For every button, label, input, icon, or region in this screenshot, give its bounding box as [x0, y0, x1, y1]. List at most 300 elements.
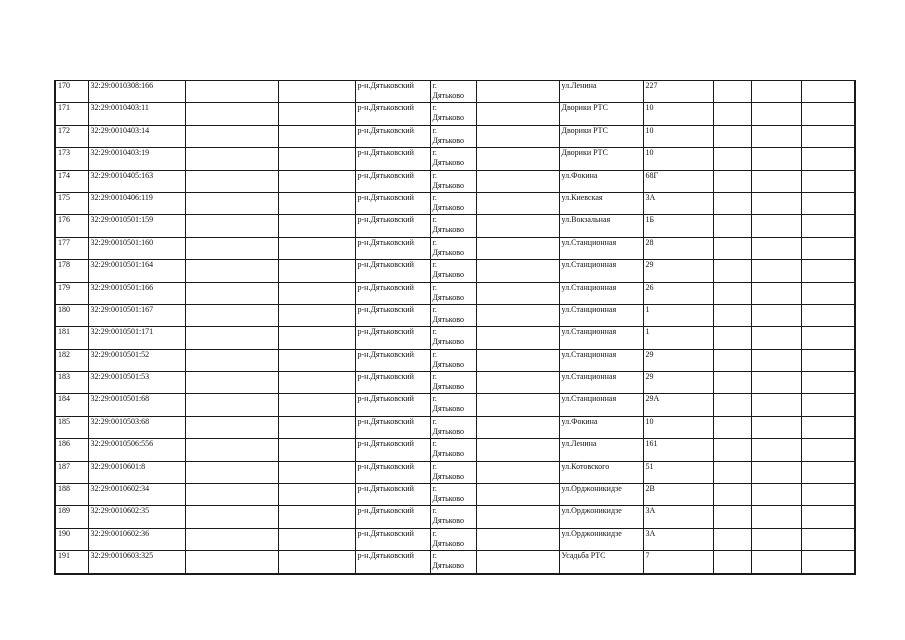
- empty-cell: [185, 416, 278, 438]
- cadastral-number-cell: [88, 349, 185, 371]
- empty-cell: [185, 528, 278, 550]
- house-number-cell: [643, 103, 713, 125]
- empty-cell: [751, 372, 801, 394]
- empty-cell: [751, 416, 801, 438]
- district-cell: [355, 349, 430, 371]
- city-cell: [430, 327, 476, 349]
- cadastral-number-cell: [88, 461, 185, 483]
- row-number-cell: [55, 372, 88, 394]
- street-name: ул.Орджоникидзе: [561, 484, 622, 494]
- street-name: Дворики РТС: [561, 125, 608, 135]
- row-number: 174: [58, 170, 70, 180]
- empty-cell: [801, 484, 855, 506]
- house-number: 10: [645, 148, 654, 158]
- house-number-cell: [643, 416, 713, 438]
- empty-cell: [476, 237, 559, 259]
- district-cell: [355, 528, 430, 550]
- empty-cell: [751, 439, 801, 461]
- cadastral-number-cell: [88, 528, 185, 550]
- document-page: [54, 80, 854, 575]
- empty-cell: [713, 506, 751, 528]
- empty-cell: [476, 282, 559, 304]
- street-name: ул.Вокзальная: [561, 215, 611, 225]
- district-cell: [355, 327, 430, 349]
- city-name: Дятьково: [432, 494, 464, 504]
- row-number: 189: [58, 506, 70, 516]
- district-name: р-н.Дятьковский: [357, 125, 414, 135]
- empty-cell: [751, 394, 801, 416]
- house-number: 28: [645, 237, 654, 247]
- empty-cell: [476, 372, 559, 394]
- table-row: [55, 506, 855, 528]
- city-name: Дятьково: [432, 292, 464, 302]
- cadastral-number: 32:29:0010506:556: [90, 439, 154, 449]
- empty-cell: [751, 551, 801, 574]
- street-name: ул.Станционная: [561, 349, 617, 359]
- table-row: [55, 148, 855, 170]
- cadastral-number-cell: [88, 327, 185, 349]
- empty-cell: [185, 148, 278, 170]
- house-number: 68Г: [645, 170, 659, 180]
- district-name: р-н.Дятьковский: [357, 506, 414, 516]
- row-number-cell: [55, 506, 88, 528]
- cadastral-number-cell: [88, 506, 185, 528]
- city-prefix: г.: [432, 394, 437, 404]
- city-cell: [430, 260, 476, 282]
- city-cell: [430, 192, 476, 214]
- empty-cell: [476, 528, 559, 550]
- table-row: [55, 349, 855, 371]
- cadastral-number-cell: [88, 416, 185, 438]
- row-number: 172: [58, 125, 70, 135]
- district-name: р-н.Дятьковский: [357, 192, 414, 202]
- empty-cell: [751, 81, 801, 103]
- empty-cell: [713, 103, 751, 125]
- empty-cell: [751, 349, 801, 371]
- table-row: [55, 237, 855, 259]
- empty-cell: [278, 484, 355, 506]
- empty-cell: [476, 416, 559, 438]
- empty-cell: [185, 237, 278, 259]
- empty-cell: [185, 260, 278, 282]
- street-name: ул.Фокина: [561, 416, 598, 426]
- house-number-cell: [643, 148, 713, 170]
- row-number: 181: [58, 327, 70, 337]
- row-number: 170: [58, 81, 70, 90]
- city-prefix: г.: [432, 372, 437, 382]
- city-prefix: г.: [432, 327, 437, 337]
- street-cell: [559, 372, 643, 394]
- city-cell: [430, 506, 476, 528]
- city-name: Дятьково: [432, 426, 464, 436]
- empty-cell: [185, 125, 278, 147]
- table-row: [55, 304, 855, 326]
- house-number: 10: [645, 416, 654, 426]
- empty-cell: [713, 394, 751, 416]
- city-name: Дятьково: [432, 113, 464, 123]
- street-name: ул.Станционная: [561, 260, 617, 270]
- city-name: Дятьково: [432, 382, 464, 392]
- empty-cell: [476, 551, 559, 574]
- cadastral-number: 32:29:0010602:35: [90, 506, 150, 516]
- cadastral-number: 32:29:0010501:160: [90, 237, 154, 247]
- city-cell: [430, 215, 476, 237]
- table-row: [55, 103, 855, 125]
- house-number-cell: [643, 327, 713, 349]
- empty-cell: [801, 528, 855, 550]
- street-name: ул.Ленина: [561, 439, 597, 449]
- empty-cell: [185, 170, 278, 192]
- district-cell: [355, 484, 430, 506]
- district-cell: [355, 372, 430, 394]
- empty-cell: [713, 148, 751, 170]
- district-cell: [355, 215, 430, 237]
- street-cell: [559, 260, 643, 282]
- city-prefix: г.: [432, 349, 437, 359]
- district-name: р-н.Дятьковский: [357, 349, 414, 359]
- empty-cell: [278, 349, 355, 371]
- street-cell: [559, 192, 643, 214]
- street-name: ул.Орджоникидзе: [561, 506, 622, 516]
- city-cell: [430, 125, 476, 147]
- empty-cell: [751, 260, 801, 282]
- empty-cell: [278, 192, 355, 214]
- table-row: [55, 170, 855, 192]
- empty-cell: [476, 170, 559, 192]
- empty-cell: [185, 192, 278, 214]
- empty-cell: [801, 170, 855, 192]
- empty-cell: [801, 81, 855, 103]
- district-cell: [355, 192, 430, 214]
- house-number: 1Б: [645, 215, 655, 225]
- empty-cell: [751, 484, 801, 506]
- row-number: 171: [58, 103, 70, 113]
- cadastral-number-cell: [88, 125, 185, 147]
- house-number-cell: [643, 528, 713, 550]
- city-prefix: г.: [432, 551, 437, 561]
- house-number-cell: [643, 461, 713, 483]
- cadastral-number-cell: [88, 260, 185, 282]
- empty-cell: [713, 215, 751, 237]
- empty-cell: [801, 215, 855, 237]
- table-row: [55, 192, 855, 214]
- house-number: 161: [645, 439, 658, 449]
- empty-cell: [713, 282, 751, 304]
- empty-cell: [278, 215, 355, 237]
- empty-cell: [713, 349, 751, 371]
- empty-cell: [476, 506, 559, 528]
- house-number-cell: [643, 372, 713, 394]
- house-number-cell: [643, 484, 713, 506]
- district-cell: [355, 148, 430, 170]
- empty-cell: [185, 551, 278, 574]
- cadastral-number: 32:29:0010405:163: [90, 170, 154, 180]
- street-cell: [559, 125, 643, 147]
- empty-cell: [713, 304, 751, 326]
- row-number-cell: [55, 439, 88, 461]
- table-row: [55, 528, 855, 550]
- city-prefix: г.: [432, 237, 437, 247]
- empty-cell: [476, 394, 559, 416]
- row-number-cell: [55, 551, 88, 574]
- district-name: р-н.Дятьковский: [357, 461, 414, 471]
- city-name: Дятьково: [432, 225, 464, 235]
- empty-cell: [801, 416, 855, 438]
- city-prefix: г.: [432, 439, 437, 449]
- cadastral-number-cell: [88, 215, 185, 237]
- district-name: р-н.Дятьковский: [357, 394, 414, 404]
- empty-cell: [476, 215, 559, 237]
- row-number-cell: [55, 304, 88, 326]
- table-row: [55, 439, 855, 461]
- cadastral-number: 32:29:0010501:53: [90, 372, 150, 382]
- street-cell: [559, 528, 643, 550]
- city-name: Дятьково: [432, 270, 464, 280]
- empty-cell: [476, 81, 559, 103]
- empty-cell: [278, 170, 355, 192]
- empty-cell: [278, 304, 355, 326]
- cadastral-number: 32:29:0010403:14: [90, 125, 150, 135]
- district-cell: [355, 237, 430, 259]
- cadastral-number-cell: [88, 170, 185, 192]
- row-number-cell: [55, 81, 88, 103]
- table-row: [55, 327, 855, 349]
- district-name: р-н.Дятьковский: [357, 237, 414, 247]
- street-name: ул.Станционная: [561, 282, 617, 292]
- city-prefix: г.: [432, 484, 437, 494]
- empty-cell: [801, 349, 855, 371]
- district-cell: [355, 394, 430, 416]
- city-name: Дятьково: [432, 449, 464, 459]
- empty-cell: [185, 394, 278, 416]
- city-prefix: г.: [432, 103, 437, 113]
- street-name: ул.Киевская: [561, 192, 603, 202]
- district-cell: [355, 282, 430, 304]
- city-name: Дятьково: [432, 158, 464, 168]
- street-cell: [559, 506, 643, 528]
- empty-cell: [278, 372, 355, 394]
- table-row: [55, 125, 855, 147]
- city-name: Дятьково: [432, 538, 464, 548]
- empty-cell: [278, 439, 355, 461]
- city-prefix: г.: [432, 506, 437, 516]
- cadastral-number: 32:29:0010602:36: [90, 528, 150, 538]
- empty-cell: [713, 461, 751, 483]
- house-number-cell: [643, 394, 713, 416]
- empty-cell: [185, 439, 278, 461]
- empty-cell: [185, 282, 278, 304]
- empty-cell: [185, 349, 278, 371]
- empty-cell: [751, 170, 801, 192]
- empty-cell: [801, 394, 855, 416]
- city-cell: [430, 282, 476, 304]
- empty-cell: [801, 304, 855, 326]
- empty-cell: [278, 327, 355, 349]
- empty-cell: [278, 551, 355, 574]
- empty-cell: [713, 237, 751, 259]
- empty-cell: [801, 148, 855, 170]
- empty-cell: [801, 103, 855, 125]
- empty-cell: [476, 327, 559, 349]
- street-name: ул.Станционная: [561, 304, 617, 314]
- house-number-cell: [643, 237, 713, 259]
- table-row: [55, 372, 855, 394]
- cadastral-number-cell: [88, 81, 185, 103]
- empty-cell: [713, 484, 751, 506]
- cadastral-number: 32:29:0010501:68: [90, 394, 150, 404]
- empty-cell: [751, 148, 801, 170]
- city-name: Дятьково: [432, 202, 464, 212]
- street-name: Усадьба РТС: [561, 551, 606, 561]
- row-number-cell: [55, 484, 88, 506]
- city-prefix: г.: [432, 148, 437, 158]
- city-cell: [430, 103, 476, 125]
- district-cell: [355, 81, 430, 103]
- row-number: 179: [58, 282, 70, 292]
- row-number-cell: [55, 192, 88, 214]
- empty-cell: [476, 125, 559, 147]
- empty-cell: [713, 416, 751, 438]
- row-number-cell: [55, 528, 88, 550]
- city-name: Дятьково: [432, 471, 464, 481]
- empty-cell: [713, 192, 751, 214]
- city-prefix: г.: [432, 416, 437, 426]
- street-cell: [559, 148, 643, 170]
- cadastral-number-cell: [88, 484, 185, 506]
- empty-cell: [278, 416, 355, 438]
- row-number: 173: [58, 148, 70, 158]
- cadastral-number-cell: [88, 304, 185, 326]
- cadastral-number-cell: [88, 148, 185, 170]
- house-number-cell: [643, 551, 713, 574]
- empty-cell: [185, 81, 278, 103]
- table-row: [55, 551, 855, 574]
- property-register-table: [54, 80, 856, 575]
- district-name: р-н.Дятьковский: [357, 282, 414, 292]
- row-number: 191: [58, 551, 70, 561]
- city-cell: [430, 148, 476, 170]
- cadastral-number-cell: [88, 372, 185, 394]
- city-name: Дятьково: [432, 91, 464, 100]
- row-number: 184: [58, 394, 70, 404]
- district-name: р-н.Дятьковский: [357, 551, 414, 561]
- empty-cell: [278, 528, 355, 550]
- city-cell: [430, 416, 476, 438]
- district-name: р-н.Дятьковский: [357, 81, 414, 90]
- cadastral-number: 32:29:0010603:325: [90, 551, 154, 561]
- cadastral-number: 32:29:0010308:166: [90, 81, 154, 90]
- empty-cell: [801, 237, 855, 259]
- district-cell: [355, 461, 430, 483]
- house-number-cell: [643, 81, 713, 103]
- empty-cell: [713, 551, 751, 574]
- city-prefix: г.: [432, 125, 437, 135]
- city-name: Дятьково: [432, 247, 464, 257]
- table-row: [55, 282, 855, 304]
- empty-cell: [185, 304, 278, 326]
- row-number-cell: [55, 260, 88, 282]
- cadastral-number: 32:29:0010406:119: [90, 192, 153, 202]
- district-cell: [355, 439, 430, 461]
- empty-cell: [713, 170, 751, 192]
- district-cell: [355, 103, 430, 125]
- house-number-cell: [643, 260, 713, 282]
- empty-cell: [278, 103, 355, 125]
- empty-cell: [713, 125, 751, 147]
- empty-cell: [751, 461, 801, 483]
- cadastral-number-cell: [88, 394, 185, 416]
- table-row: [55, 394, 855, 416]
- cadastral-number: 32:29:0010503:68: [90, 416, 150, 426]
- empty-cell: [801, 439, 855, 461]
- district-name: р-н.Дятьковский: [357, 484, 414, 494]
- street-cell: [559, 103, 643, 125]
- city-prefix: г.: [432, 260, 437, 270]
- empty-cell: [185, 506, 278, 528]
- empty-cell: [751, 215, 801, 237]
- row-number: 190: [58, 528, 70, 538]
- street-name: ул.Станционная: [561, 327, 617, 337]
- table-row: [55, 461, 855, 483]
- cadastral-number: 32:29:0010501:159: [90, 215, 154, 225]
- district-name: р-н.Дятьковский: [357, 148, 414, 158]
- house-number-cell: [643, 506, 713, 528]
- city-name: Дятьково: [432, 359, 464, 369]
- cadastral-number-cell: [88, 237, 185, 259]
- house-number-cell: [643, 192, 713, 214]
- city-cell: [430, 528, 476, 550]
- cadastral-number-cell: [88, 551, 185, 574]
- empty-cell: [713, 260, 751, 282]
- table-body: [55, 81, 855, 574]
- house-number: 7: [645, 551, 650, 561]
- row-number-cell: [55, 461, 88, 483]
- empty-cell: [801, 260, 855, 282]
- table-row: [55, 81, 855, 103]
- city-name: Дятьково: [432, 561, 464, 571]
- house-number: 29: [645, 260, 654, 270]
- empty-cell: [801, 125, 855, 147]
- row-number-cell: [55, 394, 88, 416]
- city-name: Дятьково: [432, 404, 464, 414]
- empty-cell: [801, 506, 855, 528]
- house-number: 3А: [645, 528, 656, 538]
- empty-cell: [751, 506, 801, 528]
- cadastral-number-cell: [88, 439, 185, 461]
- empty-cell: [751, 125, 801, 147]
- empty-cell: [185, 215, 278, 237]
- cadastral-number: 32:29:0010501:171: [90, 327, 154, 337]
- table-row: [55, 215, 855, 237]
- cadastral-number: 32:29:0010601:8: [90, 461, 146, 471]
- house-number: 29А: [645, 394, 660, 404]
- city-prefix: г.: [432, 170, 437, 180]
- street-name: ул.Ленина: [561, 81, 597, 90]
- district-name: р-н.Дятьковский: [357, 528, 414, 538]
- street-name: ул.Станционная: [561, 394, 617, 404]
- district-cell: [355, 416, 430, 438]
- row-number: 175: [58, 192, 70, 202]
- empty-cell: [751, 192, 801, 214]
- house-number: 3А: [645, 192, 656, 202]
- cadastral-number: 32:29:0010501:166: [90, 282, 154, 292]
- city-prefix: г.: [432, 282, 437, 292]
- city-cell: [430, 349, 476, 371]
- row-number-cell: [55, 282, 88, 304]
- row-number-cell: [55, 327, 88, 349]
- empty-cell: [278, 394, 355, 416]
- district-name: р-н.Дятьковский: [357, 260, 414, 270]
